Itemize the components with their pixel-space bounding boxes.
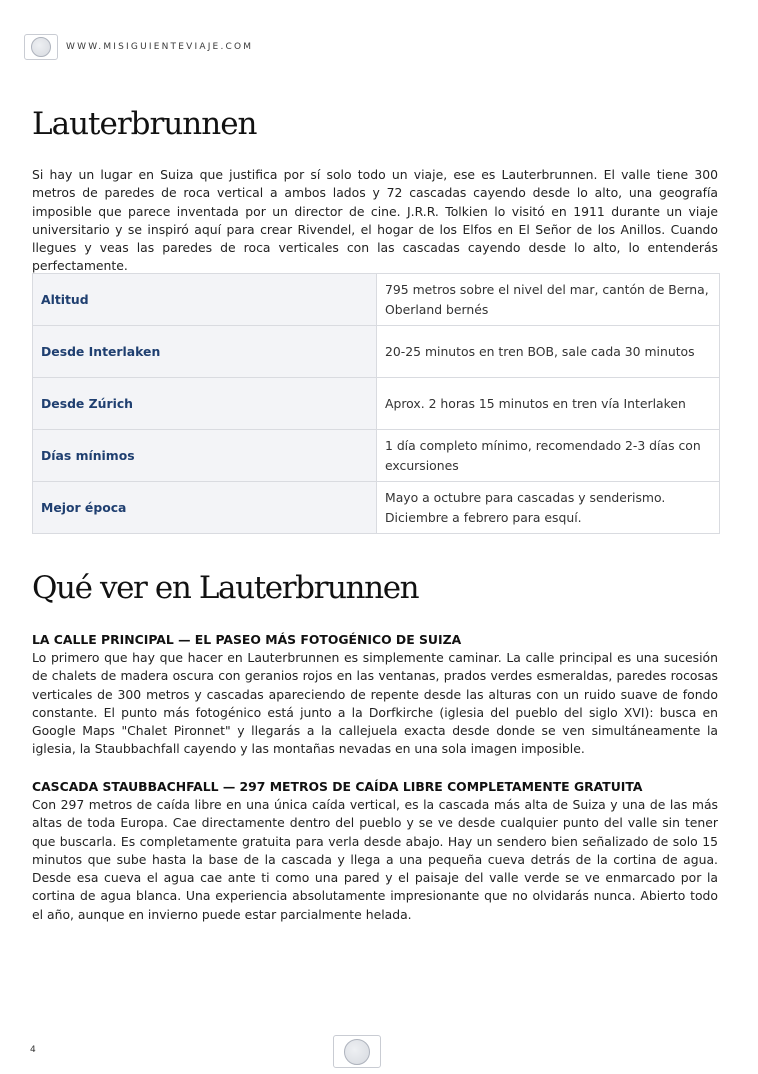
page-title: Lauterbrunnen xyxy=(32,106,257,142)
row-value: Mayo a octubre para cascadas y senderismo. Diciembre a febrero para esquí. xyxy=(377,482,720,534)
site-url[interactable]: WWW.MISIGUIENTEVIAJE.COM xyxy=(66,42,254,52)
table-row xyxy=(33,482,720,534)
table-row xyxy=(33,430,720,482)
row-label: Días mínimos xyxy=(33,430,377,482)
row-value: 795 metros sobre el nivel del mar, cantón de Berna, Oberland bernés xyxy=(377,274,720,326)
table-row xyxy=(33,378,720,430)
row-label: Altitud xyxy=(33,274,377,326)
table-row xyxy=(33,274,720,326)
section-calle-principal xyxy=(32,631,718,759)
section-body: Lo primero que hay que hacer en Lauterbrunnen es simplemente caminar. La calle principal es una sucesión de chalets de madera oscura con geranios rojos en las ventanas, prados verdes esmeraldas, paredes rocosas verticales de 300 metros y cascadas apareciendo de repente desde las alturas con un ruido suave de fondo constante. El punto más fotogénico está junto a la Dorfkirche (iglesia del pueblo del siglo XVI): busca en Google Maps "Chalet Pironnet" y llegarás a la callejuela exacta desde donde se ven simultáneamente la iglesia, la Staubbachfall cayendo y las montañas nevadas en una sola imagen imposible. xyxy=(32,650,718,757)
table-row xyxy=(33,326,720,378)
section-body: Con 297 metros de caída libre en una única caída vertical, es la cascada más alta de Suiza y una de las más altas de toda Europa. Cae directamente dentro del pueblo y se ve desde cualquier punto del valle sin tener que buscarla. Es completamente gratuita para verla desde abajo. Hay un sendero bien señalizado de solo 15 minutos que sube hasta la base de la cascada y llega a una pequeña cueva detrás de la cortina de agua. Desde esa cueva el agua cae ante ti como una pared y el paisaje del valle verde se ve enmarcado por la cortina de agua blanca. Una experiencia absolutamente impresionante que no olvidarás nunca. Abierto todo el año, aunque en invierno puede estar parcialmente helada. xyxy=(32,797,718,922)
intro-paragraph: Si hay un lugar en Suiza que justifica por sí solo todo un viaje, ese es Lauterbrunnen. El valle tiene 300 metros de paredes de roca vertical a ambos lados y 72 cascadas cayendo desde lo alto, una geografía imposible que parece inventada por un director de cine. J.R.R. Tolkien lo visitó en 1911 durante un viaje universitario y se inspiró aquí para crear Rivendel, el hogar de los Elfos en El Señor de los Anillos. Cuando llegues y veas las paredes de roca verticales con las cascadas cayendo desde lo alto, lo entenderás perfectamente. xyxy=(32,167,718,274)
section-heading: CASCADA STAUBBACHFALL — 297 METROS DE CAÍDA LIBRE COMPLETAMENTE GRATUITA xyxy=(32,779,643,794)
row-label: Mejor época xyxy=(33,482,377,534)
row-value: 20-25 minutos en tren BOB, sale cada 30 minutos xyxy=(377,326,720,378)
page-header xyxy=(24,34,253,60)
row-value: Aprox. 2 horas 15 minutos en tren vía Interlaken xyxy=(377,378,720,430)
section-staubbachfall xyxy=(32,778,718,924)
info-table xyxy=(32,273,720,534)
globe-logo-icon xyxy=(333,1035,381,1068)
row-label: Desde Interlaken xyxy=(33,326,377,378)
globe-logo-icon xyxy=(24,34,58,60)
page-number: 4 xyxy=(30,1045,36,1055)
row-value: 1 día completo mínimo, recomendado 2-3 días con excursiones xyxy=(377,430,720,482)
section-title: Qué ver en Lauterbrunnen xyxy=(32,570,419,606)
section-heading: LA CALLE PRINCIPAL — EL PASEO MÁS FOTOGÉNICO DE SUIZA xyxy=(32,632,462,647)
row-label: Desde Zúrich xyxy=(33,378,377,430)
